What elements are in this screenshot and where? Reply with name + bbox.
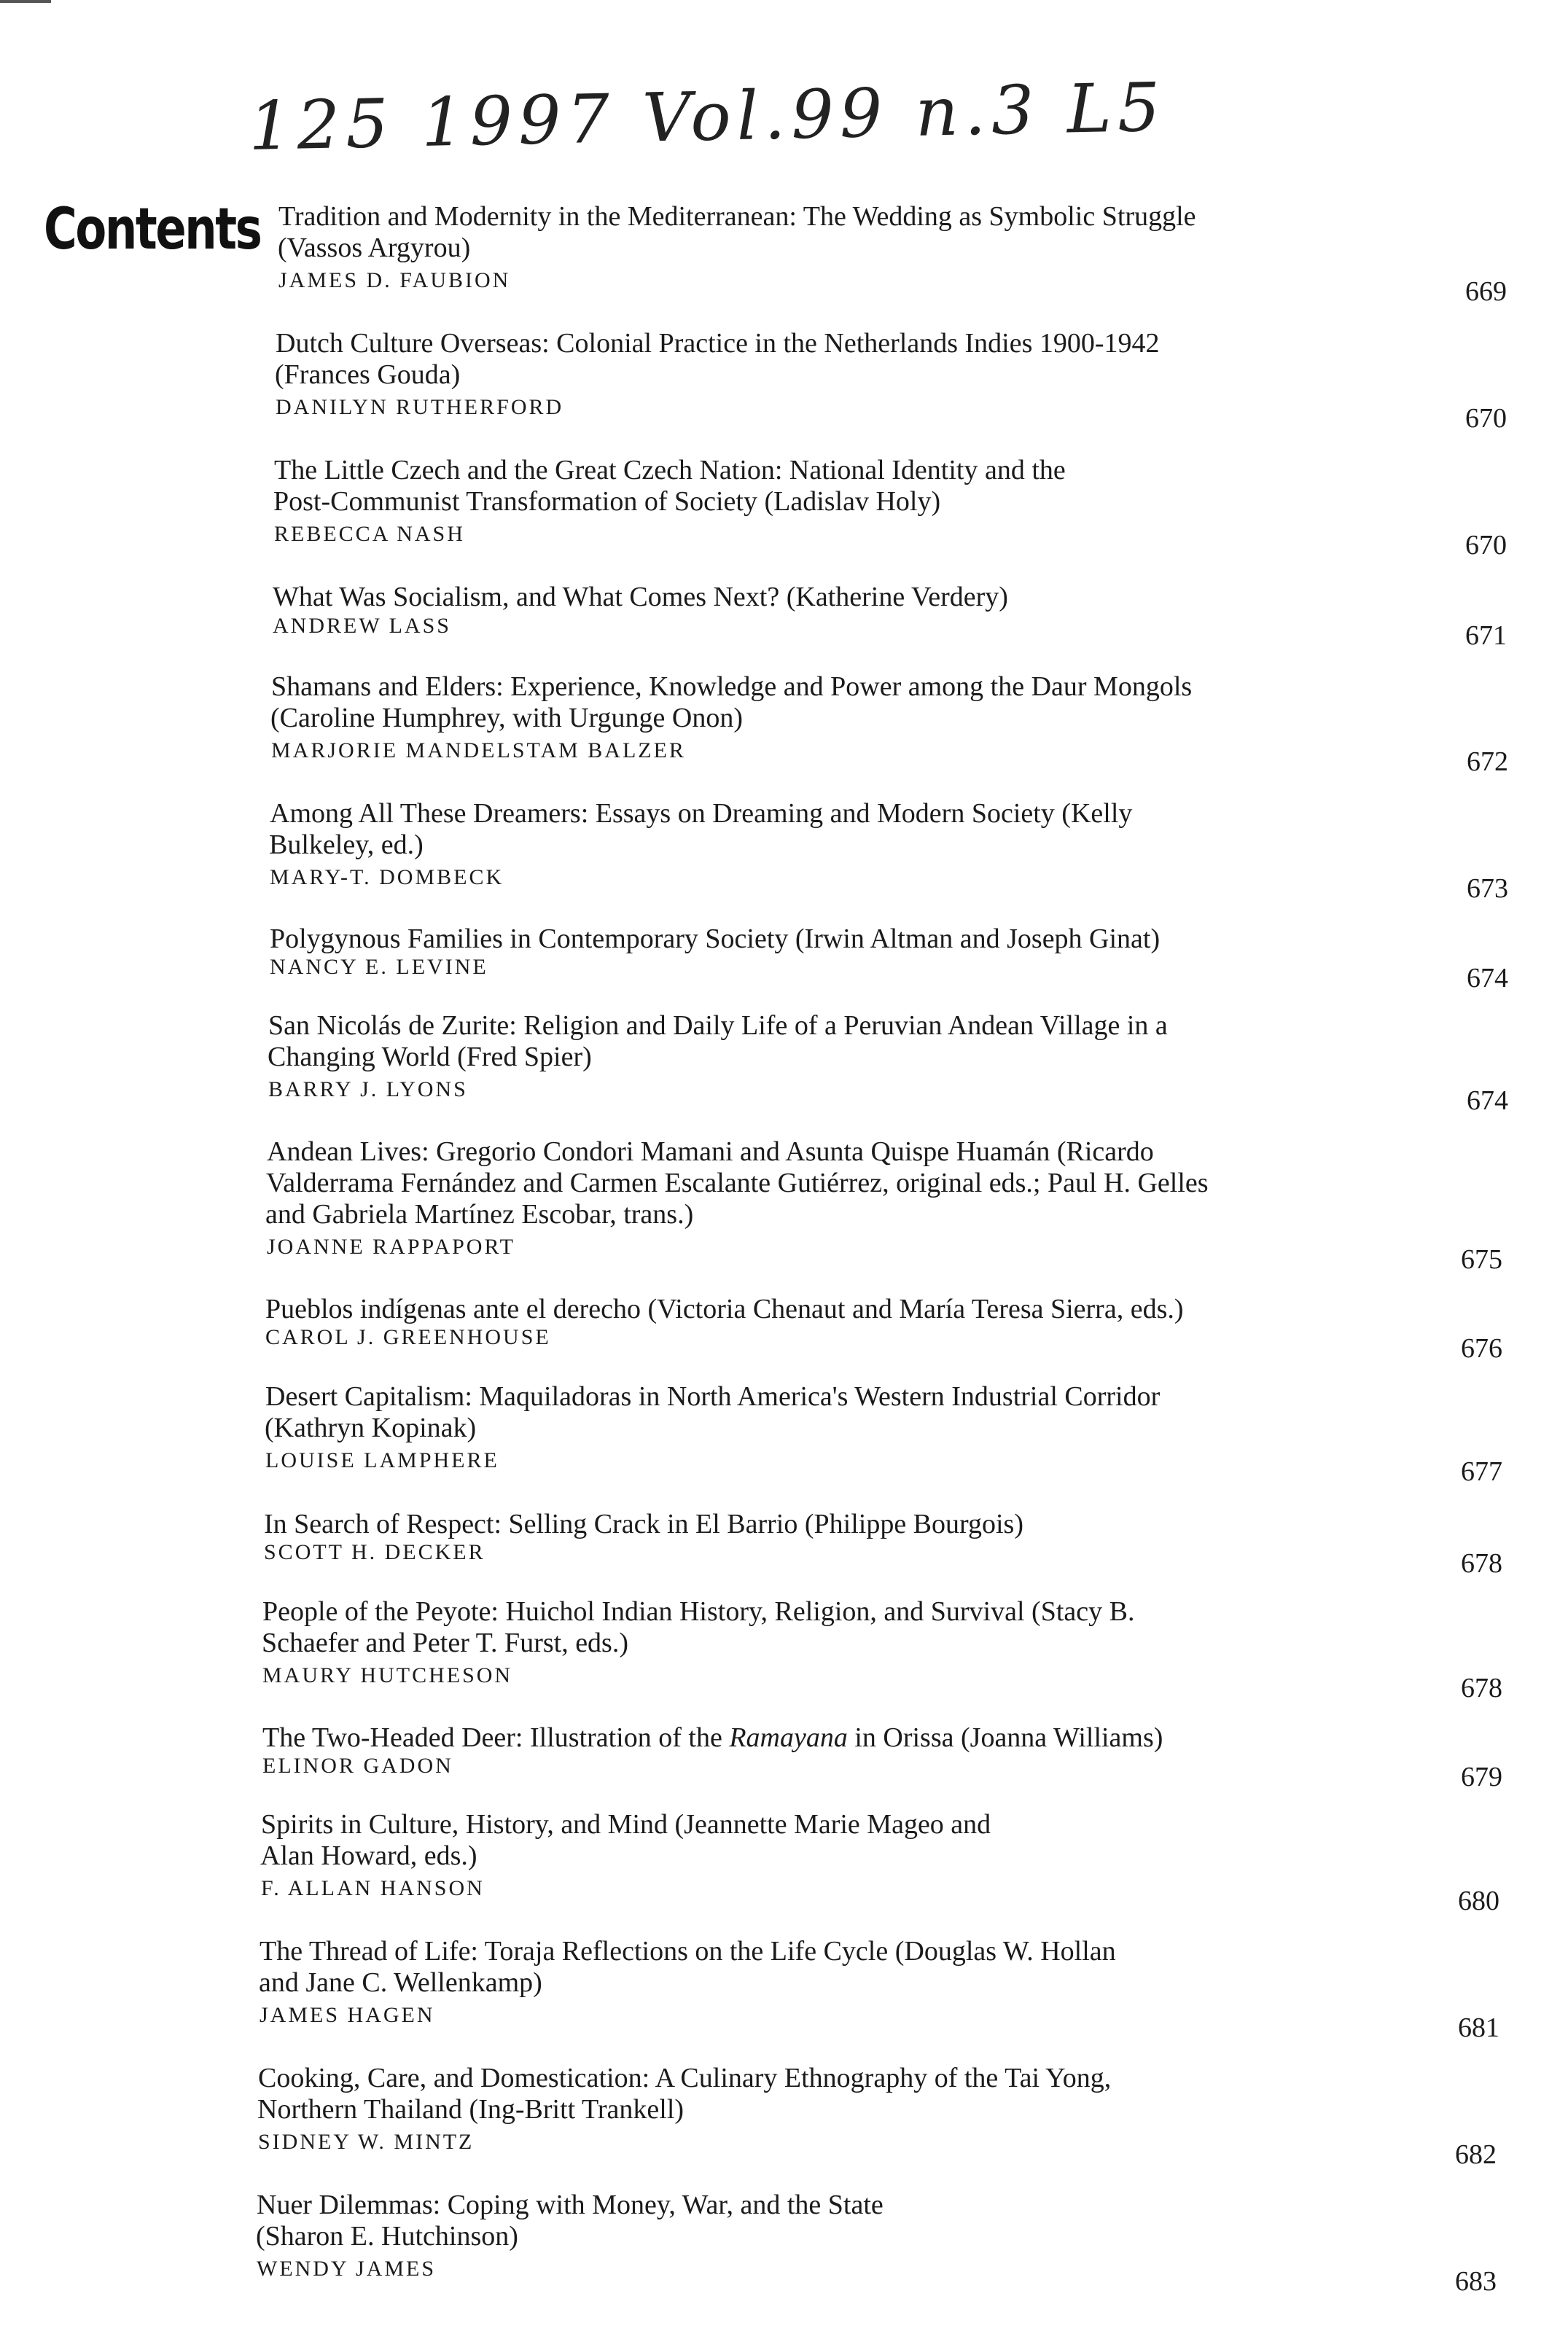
entry-author: SCOTT H. DECKER [264,1540,485,1564]
entry-author: JAMES HAGEN [260,2003,435,2027]
contents-heading: Contents [44,197,261,262]
entry-title-line: (Frances Gouda) [275,359,461,390]
entry-author: MAURY HUTCHESON [262,1663,513,1687]
entry-title-line: (Sharon E. Hutchinson) [256,2221,518,2252]
entry-author: WENDY JAMES [257,2257,437,2281]
entry-author: ELINOR GADON [262,1754,453,1778]
entry-page-number: 681 [1458,2012,1499,2043]
handwritten-note: 125 1997 Vol.99 n.3 L5 [248,68,1167,165]
entry-title-line: Spirits in Culture, History, and Mind (Jeannette Marie Mageo and [261,1809,991,1840]
entry-title-line: Andean Lives: Gregorio Condori Mamani and Asunta Quispe Huamán (Ricardo [267,1136,1154,1167]
entry-author: NANCY E. LEVINE [270,955,488,979]
entry-title-line: Changing World (Fred Spier) [268,1042,592,1072]
entry-page-number: 682 [1455,2139,1497,2170]
entry-author: JAMES D. FAUBION [278,268,511,292]
entry-author: ANDREW LASS [273,614,451,638]
entry-page-number: 674 [1467,1085,1508,1116]
entry-page-number: 677 [1461,1456,1502,1487]
entry-title-line: Among All These Dreamers: Essays on Dreaming and Modern Society (Kelly [270,798,1133,829]
entry-page-number: 672 [1467,746,1508,777]
entry-title-line: Desert Capitalism: Maquiladoras in North America's Western Industrial Corridor [265,1381,1161,1412]
entry-page-number: 669 [1465,276,1507,307]
entry-page-number: 676 [1461,1333,1502,1364]
entry-author: MARY-T. DOMBECK [270,865,504,889]
entry-title-line: Dutch Culture Overseas: Colonial Practice in the Netherlands Indies 1900-1942 [276,328,1160,359]
entry-author: LOUISE LAMPHERE [265,1448,499,1472]
entry-title-line: San Nicolás de Zurite: Religion and Daily Life of a Peruvian Andean Village in a [268,1010,1168,1041]
entry-title-line: Bulkeley, ed.) [269,829,424,860]
entry-title-line: Alan Howard, eds.) [260,1840,477,1871]
entry-title-line: Shamans and Elders: Experience, Knowledge and Power among the Daur Mongols [271,671,1193,702]
entry-page-number: 673 [1467,873,1508,904]
entry-title-line: Pueblos indígenas ante el derecho (Victoria Chenaut and María Teresa Sierra, eds.) [265,1294,1184,1324]
entry-page-number: 678 [1461,1673,1502,1703]
entry-title-line: Northern Thailand (Ing-Britt Trankell) [257,2094,684,2125]
entry-author: JOANNE RAPPAPORT [267,1235,515,1259]
entry-title-line: and Jane C. Wellenkamp) [259,1967,542,1998]
entry-title-line: What Was Socialism, and What Comes Next? (Katherine Verdery) [273,582,1008,612]
entry-author: SIDNEY W. MINTZ [258,2130,475,2154]
entry-page-number: 674 [1467,963,1508,993]
entry-title-line: (Kathryn Kopinak) [265,1413,477,1443]
entry-page-number: 671 [1465,620,1507,651]
entry-title-line: Schaefer and Peter T. Furst, eds.) [262,1628,628,1658]
entry-title-line: Tradition and Modernity in the Mediterranean: The Wedding as Symbolic Struggle [278,201,1196,232]
entry-author: BARRY J. LYONS [268,1077,468,1101]
entry-title-line: Cooking, Care, and Domestication: A Culinary Ethnography of the Tai Yong, [258,2063,1112,2093]
entry-author: F. ALLAN HANSON [261,1876,485,1900]
entry-title-line: People of the Peyote: Huichol Indian History, Religion, and Survival (Stacy B. [262,1596,1135,1627]
entry-page-number: 675 [1461,1244,1502,1275]
entry-page-number: 679 [1461,1762,1502,1792]
entry-page-number: 670 [1465,530,1507,561]
italic-title-word: Ramayana [729,1722,848,1753]
entry-title-line: and Gabriela Martínez Escobar, trans.) [265,1199,694,1230]
entry-page-number: 683 [1455,2266,1497,2297]
entry-title-line: The Two-Headed Deer: Illustration of the Ramayana in Orissa (Joanna Williams) [262,1722,1163,1753]
entry-title-line: Valderrama Fernández and Carmen Escalante Gutiérrez, original eds.; Paul H. Gelles [266,1168,1209,1198]
entry-title-line: In Search of Respect: Selling Crack in El Barrio (Philippe Bourgois) [264,1509,1023,1539]
entry-title-line: Post-Communist Transformation of Society (Ladislav Holy) [273,486,941,517]
entry-author: CAROL J. GREENHOUSE [265,1325,551,1349]
entry-author: MARJORIE MANDELSTAM BALZER [271,738,686,762]
entry-title-line: Polygynous Families in Contemporary Society (Irwin Altman and Joseph Ginat) [270,924,1161,954]
entry-author: REBECCA NASH [274,522,465,546]
entry-title-line: The Little Czech and the Great Czech Nation: National Identity and the [274,455,1066,485]
entry-page-number: 680 [1458,1886,1499,1916]
entry-author: DANILYN RUTHERFORD [276,395,564,419]
entry-title-line: (Caroline Humphrey, with Urgunge Onon) [270,703,743,733]
entry-page-number: 670 [1465,403,1507,434]
entry-title-line: The Thread of Life: Toraja Reflections on the Life Cycle (Douglas W. Hollan [260,1936,1116,1967]
entry-page-number: 678 [1461,1548,1502,1579]
entry-title-line: Nuer Dilemmas: Coping with Money, War, and the State [257,2190,884,2220]
entry-title-line: (Vassos Argyrou) [278,233,471,263]
